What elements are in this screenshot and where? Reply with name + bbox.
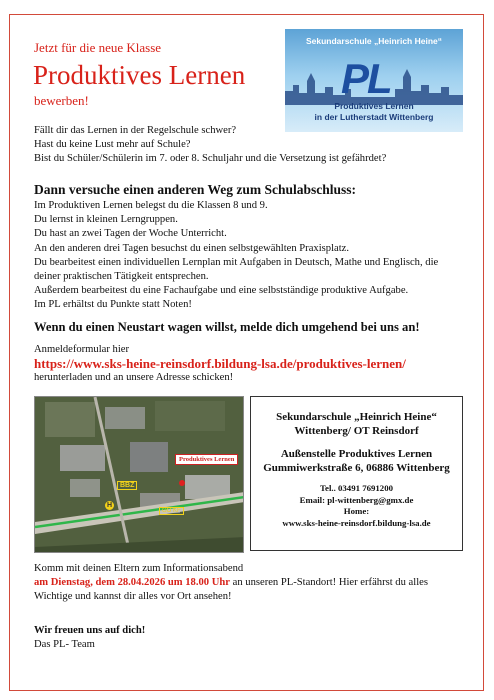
contact-school-line2: Wittenberg/ OT Reinsdorf — [294, 425, 419, 437]
contact-home-url[interactable]: www.sks-heine-reinsdorf.bildung-lsa.de — [282, 517, 431, 528]
questions — [34, 124, 454, 167]
closing-line2: Das PL- Team — [34, 639, 95, 651]
registration-link[interactable]: https://www.sks-heine-reinsdorf.bildung-lsa.de/produktives-lernen/ — [34, 356, 406, 372]
map-bbz-marker: BBZ — [117, 481, 137, 490]
contact-box — [250, 396, 463, 551]
page-title: Produktives Lernen — [33, 60, 246, 90]
logo-line2: in der Lutherstadt Wittenberg — [314, 112, 434, 122]
contact-branch-line1: Außenstelle Produktives Lernen — [280, 448, 433, 460]
section2-line: Du lernst in kleinen Lerngruppen. — [34, 214, 178, 226]
contact-email[interactable]: Email: pl-wittenberg@gmx.de — [299, 494, 414, 505]
question-1: Fällt dir das Lernen in der Regelschule schwer? — [34, 125, 237, 136]
contact-tel: Tel.. 03491 7691200 — [320, 483, 393, 493]
question-3: Bist du Schüler/Schülerin im 7. oder 8. Schuljahr und die Versetzung ist gefährdet? — [34, 153, 387, 165]
info-evening-details — [34, 576, 464, 604]
section2-line: Im Produktiven Lernen belegst du die Klassen 8 und 9. — [34, 200, 268, 211]
contact-school-line1: Sekundarschule „Heinrich Heine“ — [276, 411, 437, 423]
section2-line: An den anderen drei Tagen besuchst du einen selbstgewählten Praxisplatz. — [34, 242, 350, 254]
info-evening — [34, 562, 464, 605]
registration-before: Anmeldeformular hier — [34, 344, 130, 355]
section2-line: Du bearbeitest einen individuellen Lernplan mit Aufgaben in Deutsch, Mathe und Englisch, die deiner praktischen Tätigkeit entsprechen. — [34, 256, 439, 283]
map-other-marker: GO KF — [159, 507, 184, 515]
map-location-label: Produktives Lernen — [175, 454, 238, 465]
logo-school-name: Sekundarschule „Heinrich Heine“ — [305, 36, 443, 46]
section2-body — [34, 199, 454, 313]
location-map — [34, 396, 244, 553]
section2-line: Außerdem bearbeitest du eine Fachaufgabe und eine selbstständige produktive Aufgabe. — [34, 285, 409, 297]
closing-line1: Wir freuen uns auf dich! — [34, 625, 146, 636]
section2-line: Du hast an zwei Tagen der Woche Unterricht. — [34, 228, 227, 240]
logo-mark: PL — [341, 55, 391, 102]
logo-line1: Produktives Lernen — [334, 101, 414, 111]
registration-after: herunterladen und an unsere Adresse schicken! — [34, 372, 234, 384]
pl-logo — [285, 29, 463, 132]
section3-heading: Wenn du einen Neustart wagen willst, melde dich umgehend bei uns an! — [34, 320, 420, 334]
question-2: Hast du keine Lust mehr auf Schule? — [34, 139, 191, 151]
contact-branch-line2: Gummiwerkstraße 6, 06886 Wittenberg — [263, 462, 450, 474]
section2-line: Im PL erhältst du Punkte statt Noten! — [34, 299, 192, 311]
section2-heading: Dann versuche einen anderen Weg zum Schulabschluss: — [34, 182, 357, 197]
aerial-map-icon — [35, 397, 244, 553]
apply-text: bewerben! — [34, 93, 89, 108]
info-evening-date: am Dienstag, dem 28.04.2026 um 18.00 Uhr — [34, 577, 230, 589]
info-evening-intro: Komm mit deinen Eltern zum Informationsabend — [34, 563, 244, 574]
registration-info — [34, 343, 464, 386]
intro-text: Jetzt für die neue Klasse — [34, 40, 162, 55]
info-evening-rest: an unseren PL-Standort! Hier erfährst du alles Wichtige und kannst dir alles vor Ort ansehen! — [34, 577, 428, 603]
closing — [34, 624, 145, 652]
contact-home-label: Home: — [343, 506, 370, 516]
map-h-marker: H — [106, 502, 113, 509]
